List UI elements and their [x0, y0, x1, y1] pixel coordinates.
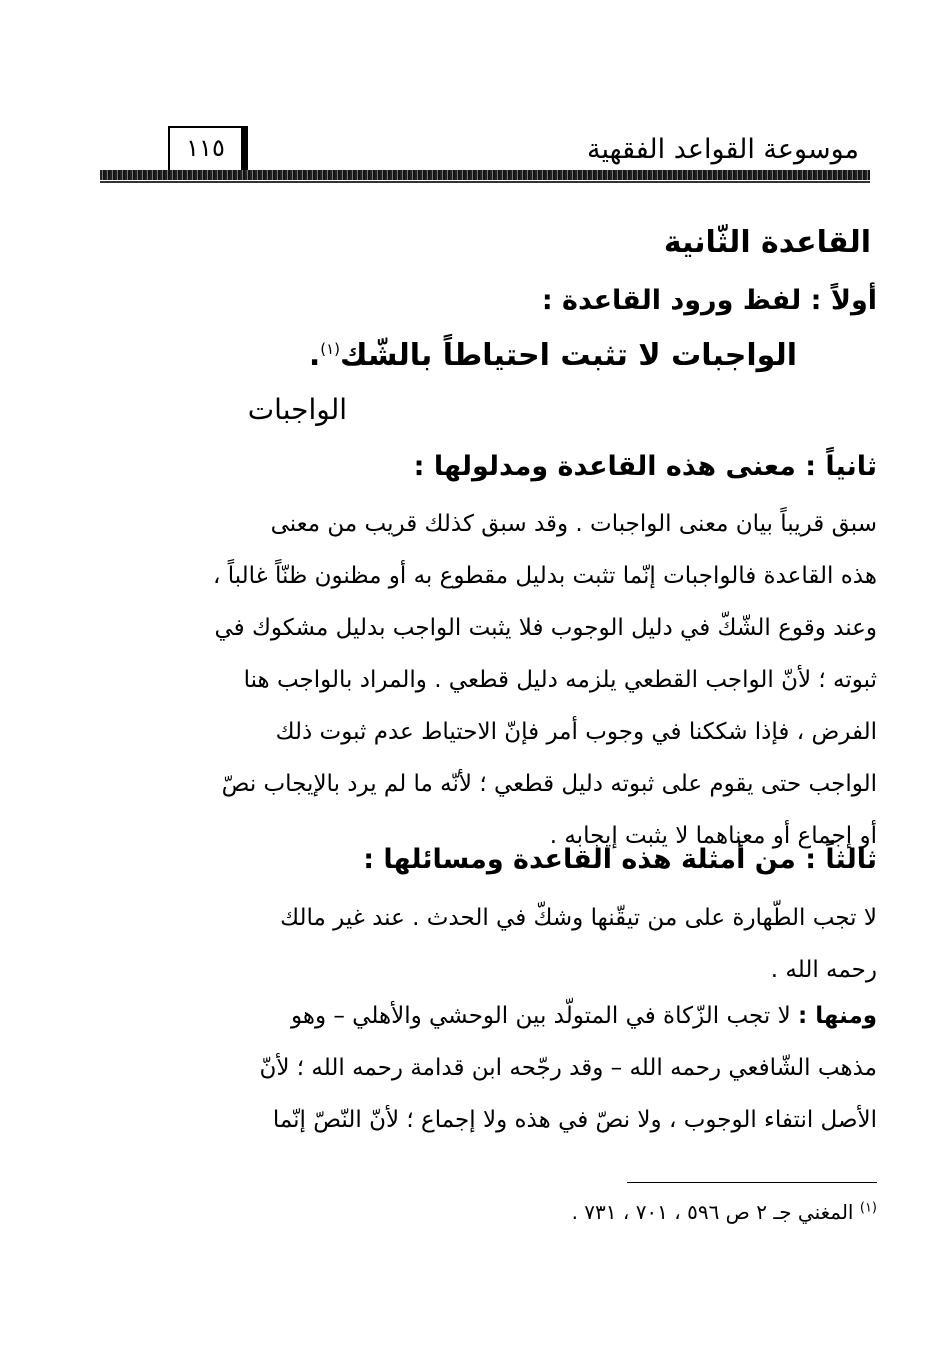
header-rule-thin — [100, 181, 870, 183]
paragraph-line: وعند وقوع الشّكّ في دليل الوجوب فلا يثبت الواجب بدليل مشكوك في — [214, 615, 877, 641]
section3-paragraph-2 — [97, 990, 877, 1146]
paragraph-line — [97, 990, 877, 1042]
footnote — [572, 1200, 877, 1224]
paragraph-first-line-text: لا تجب الزّكاة في المتولّد بين الوحشي والأهلي – وهو — [290, 1003, 791, 1029]
footnote-text: المغني جـ ٢ ص ٥٩٦ ، ٧٠١ ، ٧٣١ . — [571, 1200, 854, 1224]
section2-paragraph — [97, 498, 877, 862]
paragraph-line: ثبوته ؛ لأنّ الواجب القطعي يلزمه دليل قطعي . والمراد بالواجب هنا — [243, 667, 877, 693]
running-header-title: موسوعة القواعد الفقهية — [587, 134, 859, 165]
rule-statement-end: . — [308, 338, 321, 373]
section3-heading: ثالثاً : من أمثلة هذه القاعدة ومسائلها : — [363, 844, 877, 875]
paragraph-line: أو إجماع أو معناهما لا يثبت إيجابه . — [549, 823, 877, 849]
footnote-separator — [627, 1182, 877, 1183]
rule-title: القاعدة الثّانية — [663, 225, 871, 260]
paragraph-line: سبق قريباً بيان معنى الواجبات . وقد سبق كذلك قريب من معنى — [270, 511, 877, 537]
paragraph-line: الواجب حتى يقوم على ثبوته دليل قطعي ؛ لأنّه ما لم يرد بالإيجاب نصّ — [221, 771, 877, 797]
paragraph-line: هذه القاعدة فالواجبات إنّما تثبت بدليل مقطوع به أو مظنون ظنّاً غالباً ، — [212, 563, 877, 589]
rule-statement — [309, 338, 797, 373]
section3-paragraph-1 — [97, 892, 877, 996]
paragraph-line: لا تجب الطّهارة على من تيقّنها وشكّ في الحدث . عند غير مالك — [280, 905, 877, 931]
header-rule — [100, 170, 870, 180]
rule-statement-text: الواجبات لا تثبت احتياطاً بالشّك — [340, 338, 797, 373]
paragraph-lead: ومنها : — [798, 1003, 877, 1029]
section2-heading: ثانياً : معنى هذه القاعدة ومدلولها : — [413, 451, 877, 482]
paragraph-line: الفرض ، فإذا شككنا في وجوب أمر فإنّ الاحتياط عدم ثبوت ذلك — [275, 719, 877, 745]
section1-heading: أولاً : لفظ ورود القاعدة : — [541, 285, 877, 316]
paragraph-line: رحمه الله . — [770, 957, 877, 983]
paragraph-line: الأصل انتفاء الوجوب ، ولا نصّ في هذه ولا إجماع ؛ لأنّ النّصّ إنّما — [272, 1107, 877, 1133]
page-number: ١١٥ — [168, 126, 248, 170]
keyword-wajibat: الواجبات — [247, 393, 347, 426]
paragraph-line: مذهب الشّافعي رحمه الله – وقد رجّحه ابن قدامة رحمه الله ؛ لأنّ — [259, 1055, 877, 1081]
footnote-mark: (١) — [859, 1200, 877, 1216]
rule-footnote-mark: (١) — [320, 340, 340, 358]
